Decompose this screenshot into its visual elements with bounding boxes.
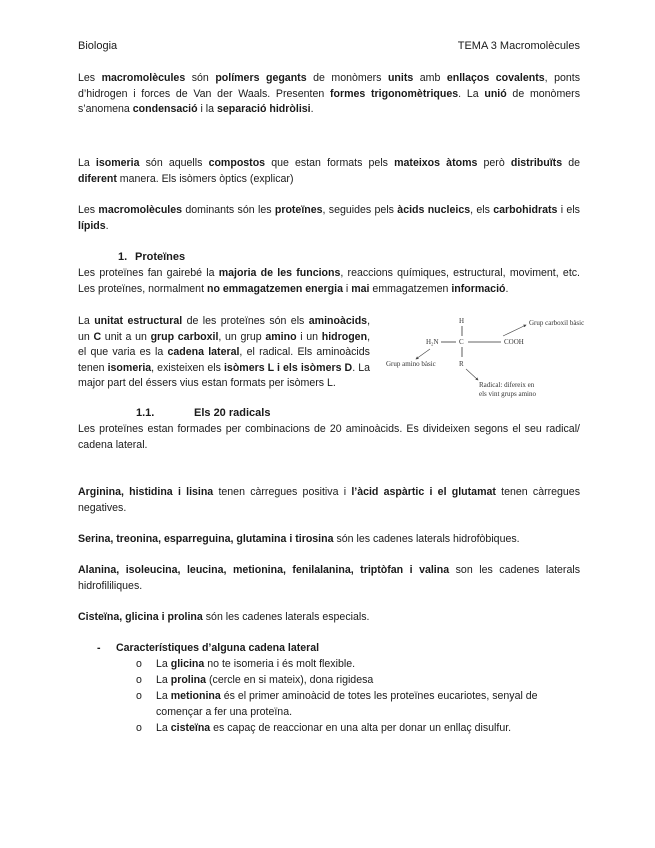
- list-item-text: [156, 721, 580, 737]
- text-run: de monòmers: [306, 72, 388, 84]
- section-number: 1.: [118, 251, 128, 263]
- bold-term: macromolècules: [98, 204, 183, 216]
- bold-term: diferent: [78, 172, 117, 185]
- bold-term: formes trigonomètriques: [329, 87, 459, 100]
- text-run: tenen càrregues negatives.: [78, 486, 581, 514]
- text-run: però: [477, 157, 511, 169]
- bold-term: lípids: [78, 219, 106, 232]
- subsection-title: Els 20 radicals: [194, 407, 271, 419]
- text-run: La: [156, 658, 171, 670]
- text-run: són les cadenes laterals hidrofòbiques.: [333, 533, 520, 545]
- radicals-intro-paragraph: [78, 422, 580, 453]
- alpha-carbon-label: C: [459, 338, 464, 346]
- bold-term: compostos: [208, 157, 266, 169]
- text-run: es capaç de reaccionar en una alta per donar un enllaç disulfur.: [210, 722, 512, 734]
- bold-term: macromolècules: [101, 72, 186, 84]
- bold-term: cadena lateral: [167, 346, 240, 359]
- section-heading-radicals: [136, 406, 270, 422]
- text-run: dominants són les: [182, 204, 275, 216]
- text-run: amb: [413, 72, 447, 84]
- text-run: , un grup: [218, 330, 266, 343]
- list-item-text: [156, 689, 580, 720]
- bold-term: mai: [351, 282, 370, 295]
- bold-term: amino: [265, 330, 297, 343]
- amino-pointer-arrow: [416, 349, 430, 359]
- section-heading-proteins: [118, 250, 185, 266]
- bold-term: l’àcid aspàrtic i el glutamat: [351, 486, 496, 498]
- text-run: de monòmers s’anomena: [78, 87, 580, 116]
- bold-term: carbohidrats: [493, 204, 558, 216]
- text-run: , el radical. Els aminoàcids tenen: [78, 346, 370, 374]
- bold-term: informació: [451, 282, 506, 295]
- radical-label: R: [459, 360, 464, 368]
- amino-group-caption: Grup amino bàsic: [386, 360, 436, 368]
- carboxyl-group-caption: Grup carboxil bàsic: [529, 319, 585, 327]
- text-run: La: [156, 690, 171, 702]
- text-run: La: [78, 315, 95, 327]
- bold-term: hidrogen: [321, 330, 368, 343]
- bold-term: mateixos àtoms: [394, 157, 478, 169]
- text-run: .: [505, 282, 509, 295]
- dominant-macromolecules-paragraph: [78, 203, 580, 234]
- bold-term: glicina: [170, 658, 205, 670]
- hydrogen-atom-label: H: [459, 317, 465, 325]
- text-run: de les proteïnes són els: [182, 315, 309, 327]
- bold-term: unitat estructural: [94, 315, 183, 327]
- list-marker: o: [136, 674, 142, 686]
- amino-acid-diagram: [380, 314, 590, 404]
- bullet-dash: -: [97, 642, 101, 654]
- isomeria-paragraph: [78, 156, 580, 187]
- text-run: . La major part del éssers vius estan formats per isòmers L.: [78, 361, 370, 390]
- radical-caption-line1: Radical: difereix en: [479, 381, 535, 389]
- text-run: , un: [78, 315, 371, 343]
- proteins-intro-paragraph: [78, 266, 580, 297]
- text-run: son les cadenes laterals hidrofililiques.: [78, 564, 580, 592]
- bold-term: àcids nucleics: [397, 204, 471, 216]
- list-item-text: [156, 673, 580, 689]
- text-run: .: [105, 219, 109, 232]
- amino-group-formula: H₂N: [426, 338, 439, 346]
- text-run: són aquells: [139, 157, 209, 169]
- bold-term: isomeria: [107, 361, 152, 374]
- bullet-title: Característiques d’alguna cadena lateral: [116, 642, 320, 654]
- text-run: Les: [78, 72, 102, 84]
- bold-term: Arginina, histidina i lisina: [78, 486, 214, 498]
- intro-paragraph: [78, 71, 580, 118]
- radical-pointer-arrow: [466, 369, 478, 380]
- text-run: Les: [78, 204, 99, 216]
- text-run: són: [185, 72, 216, 84]
- bold-term: isomeria: [95, 157, 140, 169]
- text-run: Les proteïnes estan formades per combinacions de 20 aminoàcids. Es divideixen segons el seu radical/ cadena lateral.: [78, 423, 580, 451]
- hydrophilic-chains-paragraph: [78, 563, 580, 594]
- text-run: de: [562, 157, 581, 169]
- text-run: (cercle en si mateix), dona rigidesa: [206, 674, 374, 686]
- text-run: i els: [557, 204, 580, 216]
- text-run: i: [342, 282, 352, 295]
- text-run: La: [78, 157, 96, 169]
- text-run: tenen càrregues positiva i: [213, 486, 352, 498]
- text-run: i la: [197, 103, 217, 116]
- bold-term: grup carboxil: [150, 330, 219, 343]
- bullet-characteristics: [97, 641, 319, 657]
- bold-term: polímers gegants: [215, 72, 307, 84]
- radical-caption-line2: els vint grups amino: [479, 390, 536, 398]
- bold-term: distribuïts: [510, 157, 563, 169]
- bold-term: Alanina, isoleucina, leucina, metionina, fenilalanina, triptòfan i valina: [78, 564, 450, 576]
- text-run: emmagatzemen: [369, 282, 452, 295]
- text-run: no te isomeria i és molt flexible.: [204, 658, 356, 670]
- list-marker: o: [136, 658, 142, 670]
- bold-term: unió: [484, 87, 507, 100]
- text-run: La: [156, 722, 171, 734]
- text-run: unit a un: [101, 330, 151, 343]
- text-run: és el primer aminoàcid de totes les proteïnes eucariotes, senyal de començar a fer una proteïna.: [156, 690, 538, 718]
- bold-term: cisteïna: [170, 722, 211, 734]
- section-title: Proteïnes: [135, 251, 186, 263]
- bold-term: metionina: [170, 690, 221, 702]
- header-topic: TEMA 3 Macromolècules: [457, 40, 580, 52]
- text-run: , el que varia es la: [78, 330, 371, 359]
- text-run: manera. Els isòmers òptics (explicar): [116, 172, 294, 185]
- carboxyl-group-formula: COOH: [504, 338, 524, 346]
- header-subject: Biologia: [78, 40, 118, 52]
- carboxyl-pointer-arrow: [503, 325, 526, 336]
- bold-term: isòmers L i els isòmers D: [223, 361, 353, 374]
- bold-term: proteïnes: [274, 204, 323, 216]
- bold-term: majoria de les funcions: [218, 267, 341, 279]
- charged-chains-paragraph: [78, 485, 580, 516]
- list-marker: o: [136, 722, 142, 734]
- bold-term: no emmagatzemen energia: [206, 282, 343, 295]
- bold-term: separació hidròlisi: [216, 103, 311, 116]
- text-run: i un: [296, 330, 322, 343]
- text-run: que estan formats pels: [265, 157, 395, 169]
- text-run: , existeixen els: [151, 361, 224, 374]
- bold-term: condensació: [132, 103, 198, 116]
- bold-term: enllaços covalents: [446, 72, 545, 84]
- hydrophobic-chains-paragraph: [78, 532, 580, 548]
- text-run: , els: [470, 204, 494, 216]
- bold-term: Serina, treonina, esparreguina, glutamina i tirosina: [78, 533, 334, 545]
- bold-term: aminoàcids: [308, 315, 368, 327]
- list-item-text: [156, 657, 580, 673]
- text-run: Les proteïnes fan gairebé la: [78, 267, 219, 279]
- list-marker: o: [136, 690, 142, 702]
- amino-acid-structure-paragraph: [78, 314, 370, 392]
- text-run: . La: [458, 87, 485, 100]
- subsection-number: 1.1.: [136, 407, 155, 419]
- text-run: .: [310, 103, 314, 116]
- bold-term: units: [387, 72, 414, 84]
- bold-term: Cisteïna, glicina i prolina: [78, 611, 203, 623]
- text-run: La: [156, 674, 171, 686]
- text-run: , ponts d’hidrogen i forces de Van der Waals. Presenten: [78, 72, 581, 100]
- text-run: són les cadenes laterals especials.: [202, 611, 370, 623]
- text-run: , reaccions químiques, estructural, moviment, etc. Les proteïnes, normalment: [78, 267, 580, 295]
- bold-term: C: [93, 330, 102, 343]
- bold-term: prolina: [170, 674, 207, 686]
- text-run: , seguides pels: [322, 204, 398, 216]
- special-chains-paragraph: [78, 610, 580, 626]
